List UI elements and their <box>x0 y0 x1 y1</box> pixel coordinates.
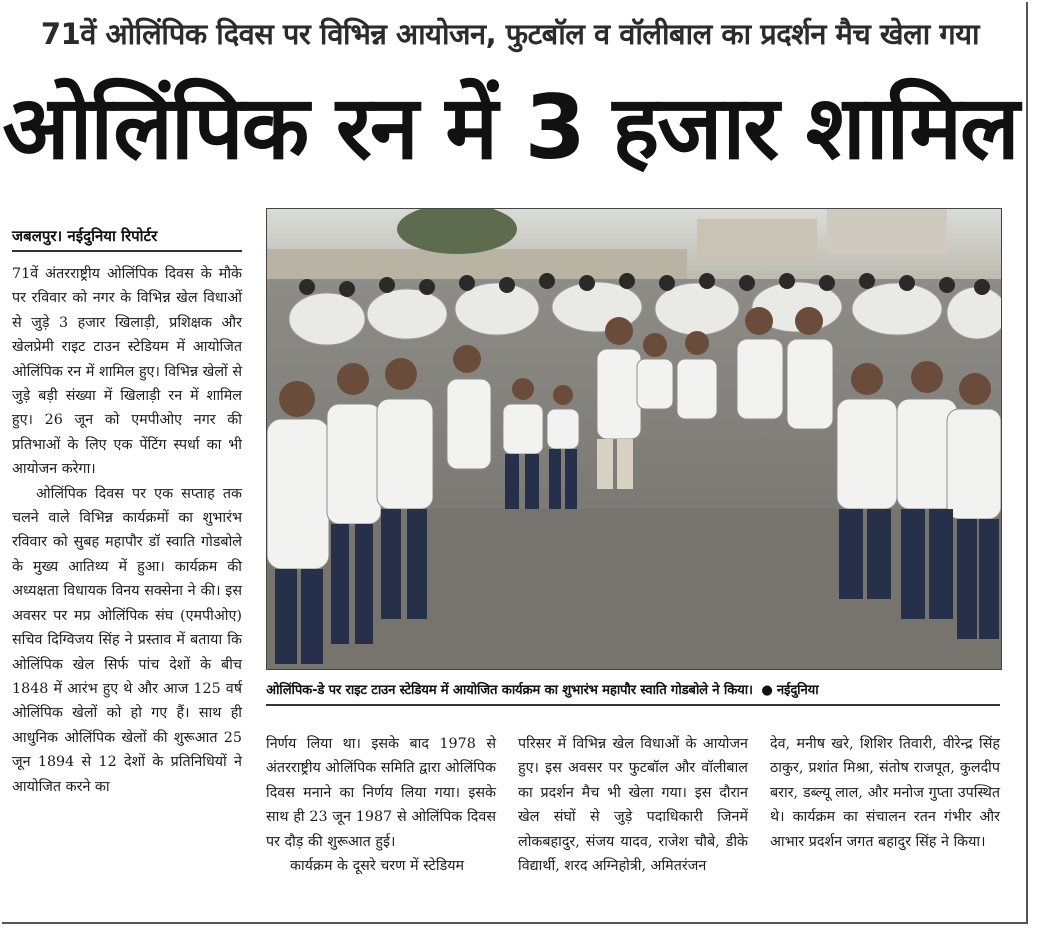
article-column-1 <box>12 262 242 799</box>
crowd-photo-illustration <box>267 209 1001 669</box>
column1-paragraph-1: 71वें अंतरराष्ट्रीय ओलिंपिक दिवस के मौके पर रविवार को नगर के विभिन्न खेल विधाओं से जुड़े 3 हजार खिलाड़ी, प्रशिक्षक और खेलप्रेमी राइट टाउन स्टेडियम में आयोजित ओलिंपिक रन में शामिल हुए। विभिन्न खेलों से जुड़े बड़ी संख्या में खिलाड़ी रन में शामिल हुए। 26 जून को एमपीओए नगर की प्रतिभाओं के लिए एक पेंटिंग स्पर्धा का भी आयोजन करेगा। <box>12 266 242 478</box>
article-column-3 <box>518 732 748 878</box>
caption-text: ओलिंपिक-डे पर राइट टाउन स्टेडियम में आयोजित कार्यक्रम का शुभारंभ महापौर स्वाति गोडबोले ने किया। <box>266 683 753 698</box>
column2-paragraph-2: कार्यक्रम के दूसरे चरण में स्टेडियम <box>290 858 465 875</box>
article-column-2 <box>266 732 496 878</box>
photo-credit: ● नईदुनिया <box>761 683 819 698</box>
headline: ओलिंपिक रन में 3 हजार शामिल <box>2 76 1018 179</box>
article-column-4 <box>770 732 1000 854</box>
column4-paragraph-1: देव, मनीष खरे, शिशिर तिवारी, वीरेन्द्र सिंह ठाकुर, प्रशांत मिश्रा, संतोष राजपूत, कुलदीप बरार, डब्ल्यू लाल, और मनोज गुप्ता उपस्थित थे। कार्यक्रम का संचालन रतन गंभीर और आभार प्रदर्शन जगत बहादुर सिंह ने किया। <box>770 736 1000 850</box>
news-photo <box>266 208 1002 670</box>
column2-paragraph-1: निर्णय लिया था। इसके बाद 1978 से अंतरराष्ट्रीय ओलिंपिक समिति द्वारा ओलिंपिक दिवस मनाने का निर्णय लिया गया। इसके साथ ही 23 जून 1987 से ओलिंपिक दिवस पर दौड़ की शुरूआत हुई। <box>266 736 496 850</box>
column1-paragraph-2: ओलिंपिक दिवस पर एक सप्ताह तक चलने वाले विभिन्न कार्यक्रमों का शुभारंभ रविवार को सुबह महापौर डॉ स्वाति गोडबोले के मुख्य आतिथ्य में हुआ। कार्यक्रम की अध्यक्षता विधायक विनय सक्सेना ने की। इस अवसर पर मप्र ओलिंपिक संघ (एमपीओए) सचिव दिग्विजय सिंह ने प्रस्ताव में बताया कि ओलिंपिक खेल सिर्फ पांच देशों के बीच 1848 में आरंभ हुए थे और आज 125 वर्ष ओलिंपिक खेलों को हो गए हैं। साथ ही आधुनिक ओलिंपिक खेलों की शुरूआत 25 जून 1894 से 12 देशों के प्रतिनिधियों ने आयोजित करने का <box>12 485 242 795</box>
subheadline: 71वें ओलिंपिक दिवस पर विभिन्न आयोजन, फुटबॉल व वॉलीबाल का प्रदर्शन मैच खेला गया <box>40 17 980 51</box>
dateline: जबलपुर। नईदुनिया रिपोर्टर <box>12 226 242 252</box>
photo-caption <box>266 680 1000 706</box>
column3-paragraph-1: परिसर में विभिन्न खेल विधाओं के आयोजन हुए। इस अवसर पर फुटबॉल और वॉलीबाल का प्रदर्शन मैच भी खेला गया। इस दौरान खेल संघों से जुड़े पदाधिकारी जिनमें लोकबहादुर, संजय यादव, राजेश चौबे, डीके विद्यार्थी, शरद अग्निहोत्री, अमितरंजन <box>518 736 748 875</box>
